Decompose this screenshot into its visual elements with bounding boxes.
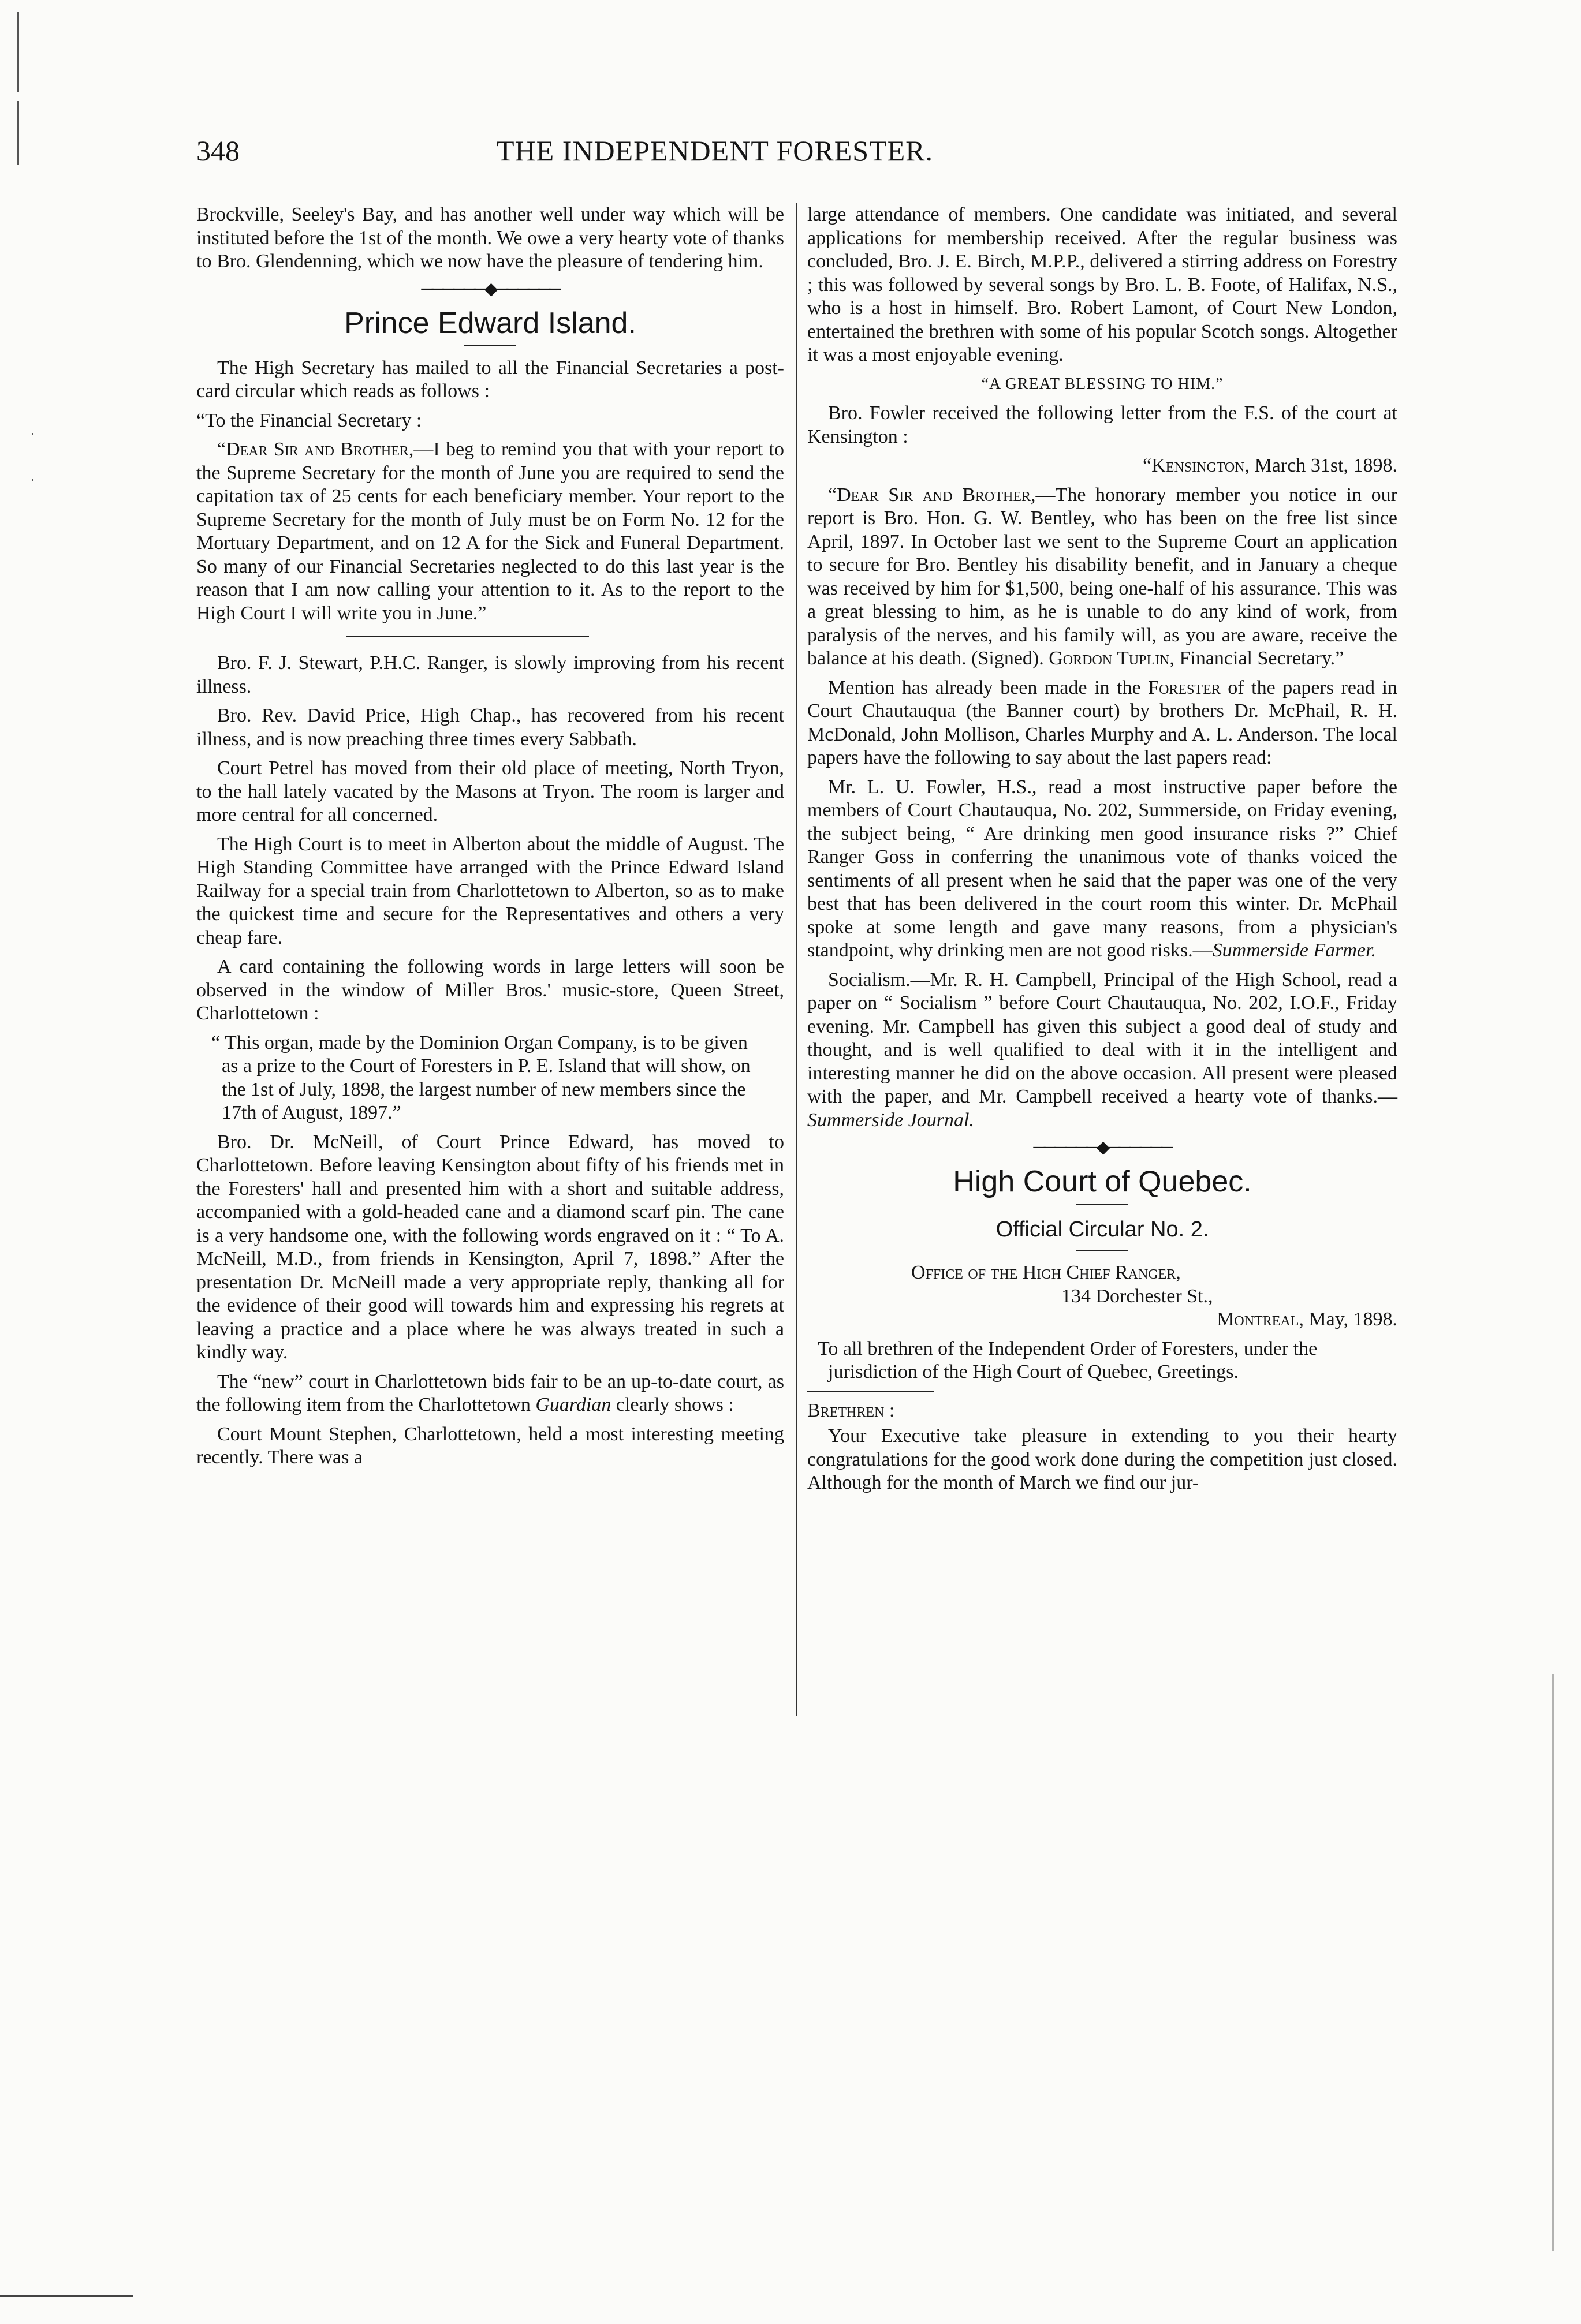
date: May, 1898.	[1303, 1309, 1397, 1330]
paragraph	[196, 1370, 784, 1417]
paragraph: The High Court is to meet in Alberton about the middle of August. The High Standing Committee have arranged with the Prince Edward Island Railway for a special train from Charlottetown to Alberton, so as to make the quickest time and secure for the Representatives and others a very cheap fare.	[196, 833, 784, 948]
paragraph: Your Executive take pleasure in extending to you their hearty congratulations for the good work done during the competition just closed. Although for the month of March we find our jur-	[807, 1425, 1397, 1493]
paragraph: Court Mount Stephen, Charlottetown, held a most interesting meeting recently. There was a	[196, 1423, 784, 1468]
bottom-rule	[0, 2295, 133, 2297]
text: —The honorary member you notice in our report is Bro. Hon. G. W. Bentley, who has been on the free list since April, 1897. In October last we sent to the Supreme Court an application to secure for Bro. Bentley his disability benefit, and in January a cheque was received by him for $1,500, being one-half of his assurance. This was a great blessing to him, as he is unable to do any kind of work, from paralysis of the nerves, and his family will, as you are aware, receive the balance at his death. (Signed).	[807, 484, 1397, 669]
section-heading-quebec: High Court of Quebec.	[953, 1165, 1252, 1198]
short-rule	[464, 345, 516, 346]
brethren-salutation: Brethren :	[807, 1399, 895, 1421]
office-line: Office of the High Chief Ranger,	[911, 1262, 1181, 1283]
text: Mention has already been made in the	[828, 677, 1149, 698]
salutation: “Dear Sir and Brother,	[217, 439, 414, 460]
source-citation: Summerside Journal.	[807, 1109, 974, 1131]
paragraph	[196, 438, 784, 625]
column-rule	[796, 203, 797, 1716]
short-rule	[1076, 1250, 1128, 1251]
paragraph: “To the Financial Secretary :	[196, 409, 422, 431]
paragraph: Brockville, Seeley's Bay, and has another well under way which will be instituted before the 1st of the month. We owe a very hearty vote of thanks to Bro. Glendenning, which we now have the pleasure of tendering him.	[196, 204, 784, 272]
city: Montreal,	[1217, 1309, 1304, 1330]
scan-edge-dot	[32, 433, 33, 435]
paragraph: Bro. Rev. David Price, High Chap., has recovered from his recent illness, and is now preaching three times every Sabbath.	[196, 705, 784, 750]
address-to-brethren: To all brethren of the Independent Order of Foresters, under the jurisdiction of the High Court of Quebec, Greetings.	[818, 1337, 1318, 1383]
letter-dateline	[807, 454, 1397, 478]
left-column	[196, 203, 784, 1475]
scan-edge-dot	[32, 479, 33, 481]
divider-rule	[807, 1391, 934, 1392]
text: Financial Secretary.”	[1174, 648, 1344, 669]
newspaper-name: Guardian	[535, 1394, 611, 1415]
short-rule	[1076, 1204, 1128, 1205]
quoted-card-text: “ This organ, made by the Dominion Organ Company, is to be given as a prize to the Court of Foresters in P. E. Island that will show, on the 1st of July, 1898, the largest number of new members since the 17th of August, 1897.”	[211, 1032, 751, 1123]
paragraph	[807, 484, 1397, 671]
paragraph: Bro. F. J. Stewart, P.H.C. Ranger, is slowly improving from his recent illness.	[196, 652, 784, 697]
circular-heading: Official Circular No. 2.	[995, 1217, 1209, 1242]
paragraph	[807, 776, 1397, 963]
section-ornament: ──────◆──────	[421, 279, 560, 298]
scan-edge-mark	[17, 12, 19, 92]
text: —I beg to remind you that with your report to the Supreme Secretary for the month of June you are required to send the capitation tax of 25 cents for each beneficiary member. Your report to the Supreme Secretary for the month of July must be on Form No. 12 for the Mortuary Department, and on 12 A for the Sick and Funeral Department. So many of our Financial Secretaries neglected to do this last year is the reason that I am now calling your attention to it. As to the report to the High Court I will write you in June.”	[196, 439, 785, 624]
text: clearly shows :	[611, 1394, 734, 1415]
signer: Gordon Tuplin,	[1049, 648, 1174, 669]
paragraph	[807, 969, 1397, 1133]
page-number: 348	[196, 134, 240, 167]
dateline-date: March 31st, 1898.	[1250, 455, 1397, 476]
text: of the papers read in Court Chautauqua (the Banner court) by brothers Dr. McPhail, R. H. McDonald, John Mollison, Charles Murphy and A. L. Anderson. The local papers have the following to say about the last papers read:	[807, 677, 1397, 768]
address-line: 134 Dorchester St.,	[1061, 1285, 1213, 1307]
salutation: “Dear Sir and Brother,	[828, 484, 1036, 506]
section-heading-pei: Prince Edward Island.	[344, 306, 636, 340]
scan-edge-mark	[17, 101, 19, 165]
paragraph: Bro. Fowler received the following letter from the F.S. of the court at Kensington :	[807, 402, 1397, 447]
text: Socialism.—Mr. R. H. Campbell, Principal of the High School, read a paper on “ Socialism ” before Court Chautauqua, No. 202, I.O.F., Friday evening. Mr. Campbell has given this subject a good deal of study and thought, and is well qualified to deal with it in the intelligent and interesting manner he did on the above occasion. All present were pleased with the paper, and Mr. Campbell received a hearty vote of thanks.—	[807, 969, 1397, 1107]
right-column	[807, 203, 1397, 1501]
divider-rule	[346, 636, 589, 637]
page-header	[196, 134, 1397, 186]
text: Mr. L. U. Fowler, H.S., read a most instructive paper before the members of Court Chautauqua, No. 202, Summerside, on Friday evening, the subject being, “ Are drinking men good insurance risks ?” Chief Ranger Goss in conferring the unanimous vote of thanks voiced the sentiments of all present when he said that the paper was one of the very best that has been delivered in the court room this winter. Dr. McPhail spoke at some length and gave many reasons, from a physician's standpoint, why drinking men are not good risks.—	[807, 776, 1397, 961]
forester-name: Forester	[1148, 677, 1221, 698]
paragraph: A card containing the following words in large letters will soon be observed in the window of Miller Bros.' music-store, Queen Street, Charlottetown :	[196, 956, 784, 1024]
scan-bleed-through	[1552, 1674, 1554, 2251]
paragraph	[807, 677, 1397, 770]
paragraph: Bro. Dr. McNeill, of Court Prince Edward, has moved to Charlottetown. Before leaving Kensington about fifty of his friends met in the Foresters' hall and presented him with a short and suitable address, accompanied with a gold-headed cane and a diamond scarf pin. The cane is a very handsome one, with the following words engraved on it : “ To A. McNeill, M.D., from friends in Kensington, April 7, 1898.” After the presentation Dr. McNeill made a very appropriate reply, thanking all for the evidence of their good will towards him and expressing his regrets at leaving a practice and a place where he was always treated in such a kindly way.	[196, 1131, 784, 1363]
source-citation: Summerside Farmer.	[1212, 940, 1376, 961]
paragraph: large attendance of members. One candidate was initiated, and several applications for membership received. After the regular business was concluded, Bro. J. E. Birch, M.P.P., delivered a stirring address on Forestry ; this was followed by several songs by Bro. L. B. Foote, of Halifax, N.S., who is a host in himself. Bro. Robert Lamont, of Court New London, entertained the brethren with some of his popular Scotch songs. Altogether it was a most enjoyable evening.	[807, 204, 1397, 365]
subheading-blessing: “A GREAT BLESSING TO HIM.”	[981, 375, 1224, 393]
text: The “new” court in Charlottetown bids fair to be an up-to-date court, as the following item from the Charlottetown	[196, 1370, 784, 1415]
section-ornament: ──────◆──────	[1033, 1138, 1172, 1157]
dateline-place: “Kensington,	[1143, 455, 1250, 476]
paragraph: Court Petrel has moved from their old place of meeting, North Tryon, to the hall lately vacated by the Masons at Tryon. The room is larger and more central for all concerned.	[196, 757, 784, 825]
paragraph: The High Secretary has mailed to all the Financial Secretaries a post-card circular which reads as follows :	[196, 357, 784, 402]
city-date-line	[807, 1308, 1397, 1332]
running-title: THE INDEPENDENT FORESTER.	[497, 134, 934, 167]
